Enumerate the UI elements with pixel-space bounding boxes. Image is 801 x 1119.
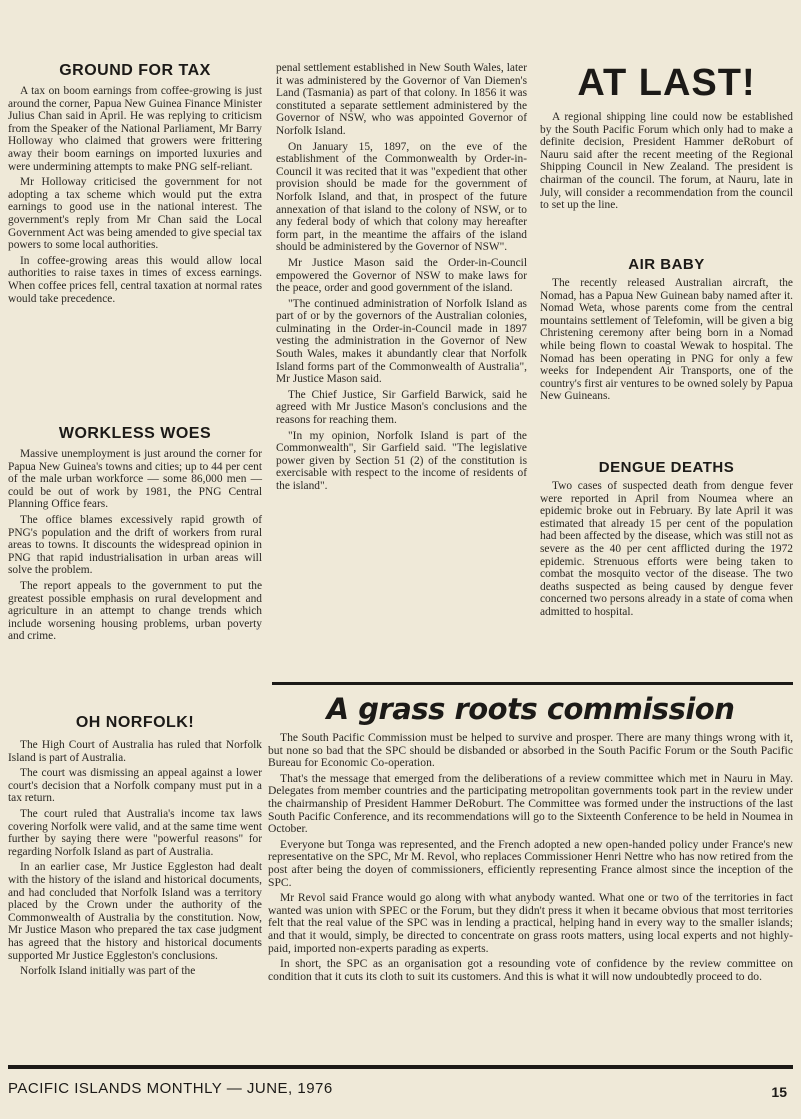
dengue-deaths-headline: DENGUE DEATHS [598,459,735,476]
article-paragraph: The South Pacific Commission must be helped to survive and prosper. There are many things wrong with it, but none so bad that the SPC should be disbanded or absorbed in the South Pacific Forum or the South Pacific Bureau for Economic Co-operation. [268,731,793,770]
article-paragraph: The High Court of Australia has ruled that Norfolk Island is part of Australia. [8,739,262,764]
air-baby-body [540,277,793,403]
article-paragraph: Mr Justice Mason said the Order-in-Council empowered the Governor of NSW to make laws for the peace, order and good government of the island. [276,256,527,295]
grass-roots-body [268,732,793,983]
ground-for-tax-body [8,85,262,305]
article-paragraph: On January 15, 1897, on the eve of the establishment of the Commonwealth by Order-in-Council it was recited that it was "expedient that other provision should be made for the government of Norfolk Island, and that, in prospect of the future annexation of that island to the colony of NSW, or to any federal body of which that colony may hereafter form part, in the meantime the affairs of the island should be administered by the Governor of NSW". [276,140,527,254]
air-baby-headline: AIR BABY [628,256,705,273]
page-number: 15 [771,1084,787,1100]
article-paragraph: The recently released Australian aircraft, the Nomad, has a Papua New Guinean baby named after it. Nomad Weta, whose parents come from the central mountains settlement of Telefomin, will be given a big Christening ceremony after being born in a Nomad while being flown to coastal Wewak to hospital. The Nomad has been operating in PNG for only a few weeks for Independent Air Transports, one of the country's first air ventures to be owned solely by Papua New Guineans. [540,277,793,403]
at-last-article [540,62,793,215]
article-paragraph: Two cases of suspected death from dengue fever were reported in April from Noumea where an epidemic broke out in February. By late April it was estimated that already 15 per cent of the population had been affected by the disease, which was still not as severe as the 40 per cent afflicted during the 1972 epidemic. Strenuous efforts were being taken to combat the mosquito vector of the disease. The two deaths suspected as being caused by dengue fever concerned two persons already in a state of coma when admitted to hospital. [540,480,793,618]
article-paragraph: In coffee-growing areas this would allow local authorities to raise taxes in times of excess earnings. When coffee prices fell, central taxation at normal rates would take precedence. [8,254,262,305]
at-last-headline: AT LAST! [577,62,756,104]
at-last-body [540,111,793,212]
article-paragraph: A regional shipping line could now be established by the South Pacific Forum which only had to make a definite decision, President Hammer deRoburt of Nauru said after the recent meeting of the Regional Shipping Council in New Zealand. The president is chairman of the council. The forum, at Nauru, late in July, will consider a recommendation from the council to set up the line. [540,111,793,212]
article-paragraph: Mr Revol said France would go along with what anybody wanted. What one or two of the territories in fact wanted was union with SPEC or the Forum, but they didn't press it when it became obvious that most territories felt that the real value of the SPC was in lending a practical, helping hand in every way to the smaller islands; and that it would, simply, be directed to concentrate on grass roots matters, using local experts and not highly-paid, imported non-experts parading as experts. [268,891,793,955]
article-paragraph: The court ruled that Australia's income tax laws covering Norfolk were valid, and at the same time went further by saying there were "powerful reasons" for regarding Norfolk Island as part of Australia. [8,807,262,858]
dengue-deaths-article [540,459,793,622]
workless-woes-headline: WORKLESS WOES [58,425,212,442]
publication-title: PACIFIC ISLANDS MONTHLY — JUNE, 1976 [8,1080,333,1097]
article-paragraph: Mr Holloway criticised the government for not adopting a tax scheme which would put the extra earnings to good use in the national interest. The government's reply from Mr Chan said the Local Government Act was being amended to give special tax powers to some local authorities. [8,176,262,252]
page-footer [8,1078,793,1104]
article-paragraph: Massive unemployment is just around the corner for Papua New Guinea's towns and cities; up to 44 per cent of the male urban workforce — some 86,000 men — could be out of work by 1981, the PNG Central Planning Office fears. [8,448,262,511]
article-paragraph: The office blames excessively rapid growth of PNG's population and the drift of workers from rural areas to towns. It discounts the widespread opinion in PNG that rapid industrialisation in urban areas will solve the problem. [8,513,262,577]
footer-divider [8,1065,793,1069]
article-paragraph: That's the message that emerged from the deliberations of a review committee which met in Nauru in May. Delegates from member countries and the participating metropolitan governments took part in the review under the chairmanship of President Hammer DeRoburt. The Committee was formed under the instructions of the last South Pacific Conference, and its recommendations will go to the Sixteenth Conference to be held in Noumea in October. [268,771,793,836]
article-paragraph: penal settlement established in New South Wales, later it was administered by the Governor of Van Diemen's Land (Tasmania) as part of that colony. In 1856 it was constituted a separate settlement administered by the Governor of NSW, who was appointed Governor of Norfolk Island. [276,62,527,137]
workless-woes-article [8,425,262,646]
section-divider [272,682,793,685]
article-paragraph: "The continued administration of Norfolk Island as part of or by the governors of the Australian colonies, culminating in the Order-in-Council made in 1897 vesting the administration in the Governor of New South Wales, makes it abundantly clear that Norfolk Island forms part of the Commonwealth of Australia", Mr Justice Mason said. [276,297,527,386]
oh-norfolk-continued [276,62,527,496]
workless-woes-body [8,448,262,643]
grass-roots-headline: A grass roots commission [326,692,735,726]
article-paragraph: "In my opinion, Norfolk Island is part of the Commonwealth", Sir Garfield said. "The legislative power given by Section 51 (2) of the constitution is exercisable with respect to the income of residents of the island". [276,429,527,492]
oh-norfolk-continued-body [276,62,527,493]
oh-norfolk-body [8,739,262,978]
oh-norfolk-headline: OH NORFOLK! [75,714,195,731]
grass-roots-article [268,692,793,986]
dengue-deaths-body [540,480,793,619]
article-paragraph: In an earlier case, Mr Justice Eggleston had dealt with the history of the island and historical documents, and had concluded that Norfolk Island was a territory placed by the Crown under the authority of the Commonwealth of Australia by the constitution. Now, Mr Justice Mason who prepared the tax case judgment has agreed that the history and historical documents supported Mr Justice Eggleston's conclusions. [8,861,262,962]
article-paragraph: Norfolk Island initially was part of the [20,965,196,978]
article-paragraph: The Chief Justice, Sir Garfield Barwick, said he agreed with Mr Justice Mason's conclusions and the reasons for reaching them. [276,388,527,427]
article-paragraph: Everyone but Tonga was represented, and the French adopted a new open-handed policy under France's new representative on the SPC, Mr M. Revol, who replaces Commissioner Henri Nettre who has now retired from the post after being the doyen of commissioners, efficiently representing France almost since the inception of the SPC. [268,837,793,889]
ground-for-tax-headline: GROUND FOR TAX [59,62,211,79]
article-paragraph: The report appeals to the government to put the greatest possible emphasis on rural development and agriculture in an attempt to change trends which include worsening housing problems, urban poverty and crime. [8,579,262,643]
article-paragraph: In short, the SPC as an organisation got a resounding vote of confidence by the review committee on condition that it cuts its cloth to suit its customers. And this is what it will now undoubtedly proceed to do. [268,957,793,983]
article-paragraph: The court was dismissing an appeal against a lower court's decision that a Norfolk company must put in a tax return. [8,767,262,805]
oh-norfolk-article [8,714,262,981]
article-paragraph: A tax on boom earnings from coffee-growing is just around the corner, Papua New Guinea Finance Minister Julius Chan said in April. He was replying to criticism from the Speaker of the National Parliament, Mr Barry Holloway who claimed that growers were frittering away their boom earnings on imported luxuries and were undermining attempts to make PNG self-reliant. [8,85,262,173]
air-baby-article [540,256,793,406]
ground-for-tax-article [8,62,262,308]
